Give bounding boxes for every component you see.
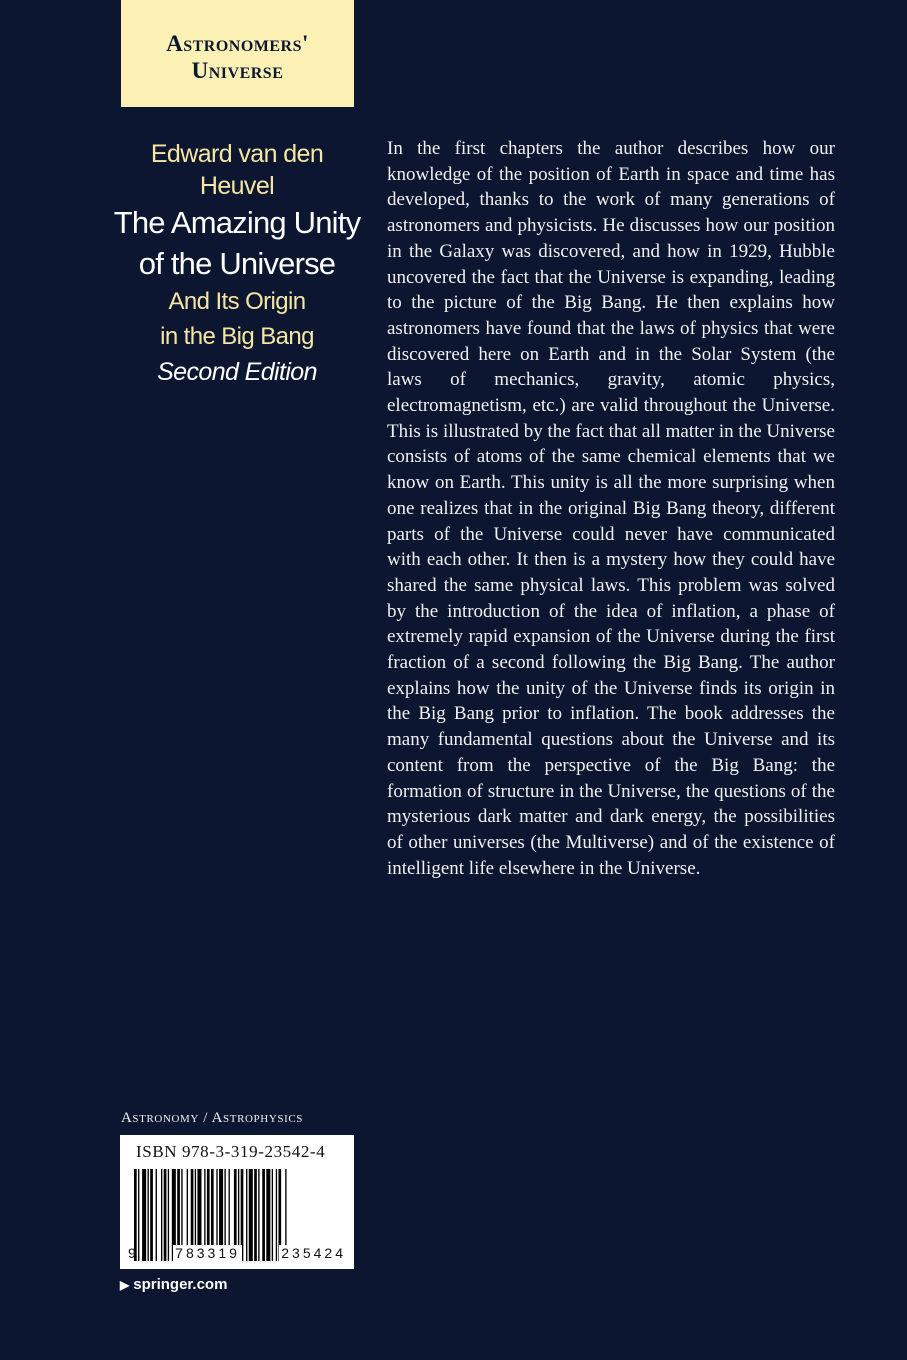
book-subtitle-line1: And Its Origin — [168, 288, 306, 315]
series-name-line2: Universe — [191, 57, 284, 83]
arrow-right-icon: ▶ — [120, 1278, 130, 1292]
series-name-line1: Astronomers' — [166, 30, 309, 56]
subject-category: Astronomy / Astrophysics — [121, 1110, 303, 1126]
barcode-digit-group2: 235424 — [281, 1245, 346, 1261]
series-label-box — [121, 0, 354, 107]
isbn-number: ISBN 978-3-319-23542-4 — [136, 1142, 326, 1161]
barcode-digits — [128, 1245, 348, 1261]
barcode-digit-group1: 783319 — [175, 1245, 240, 1261]
title-block — [112, 138, 362, 390]
publisher-url: springer.com — [133, 1276, 228, 1293]
barcode-digit-lead: 9 — [128, 1245, 136, 1261]
book-subtitle-line2: in the Big Bang — [160, 323, 314, 350]
book-description: In the first chapters the author describes how our knowledge of the position of Earth in space and time has developed, thanks to the work of many generations of astronomers and physicists. He discusses how our position in the Galaxy was discovered, and how in 1929, Hubble uncovered the fact that the Universe is expanding, leading to the picture of the Big Bang. He then explains how astronomers have found that the laws of physics that were discovered here on Earth and in the Solar System (the laws of mechanics, gravity, atomic physics, electromagnetism, etc.) are valid throughout the Universe. This is illustrated by the fact that all matter in the Universe consists of atoms of the same chemical elements that we know on Earth. This unity is all the more surprising when one realizes that in the original Big Bang theory, different parts of the Universe could never have communicated with each other. It then is a mystery how they could have shared the same physical laws. This problem was solved by the introduction of the idea of inflation, a phase of extremely rapid expansion of the Universe during the first fraction of a second following the Big Bang. The author explains how the unity of the Universe finds its origin in the Big Bang prior to inflation. The book addresses the many fundamental questions about the Universe and its content from the perspective of the Big Bang: the formation of structure in the Universe, the questions of the mysterious dark matter and dark energy, the possibilities of other universes (the Multiverse) and of the existence of intelligent life elsewhere in the Universe. — [387, 138, 835, 879]
author-name: Edward van den Heuvel — [150, 140, 324, 200]
edition-label: Second Edition — [157, 358, 317, 386]
publisher-link[interactable] — [120, 1276, 227, 1293]
book-title-line1: The Amazing Unity — [113, 205, 361, 240]
isbn-barcode — [120, 1135, 354, 1269]
book-title-line2: of the Universe — [138, 246, 336, 281]
